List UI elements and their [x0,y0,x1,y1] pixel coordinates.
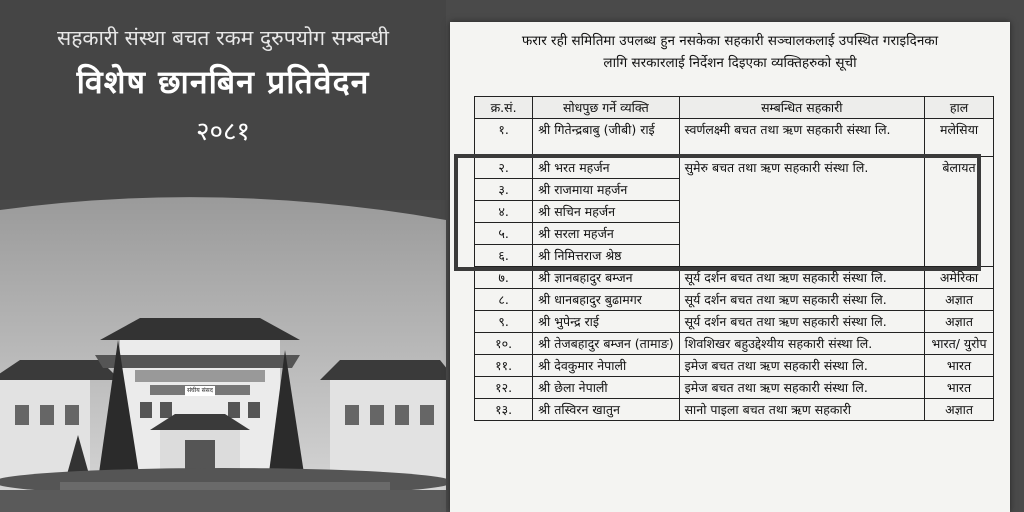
column-header-coop: सम्बन्धित सहकारी [679,97,925,119]
row-sn: १. [475,119,533,157]
row-status: अज्ञात [925,399,994,421]
row-sn: ८. [475,289,533,311]
row-sn: ११. [475,355,533,377]
persons-table [474,96,994,421]
row-person: श्री भुपेन्द्र राई [533,311,679,333]
row-coop: सानो पाइला बचत तथा ऋण सहकारी [679,399,925,421]
row-coop: इमेज बचत तथा ऋण सहकारी संस्था लि. [679,355,925,377]
row-person: श्री तेजबहादुर बम्जन (तामाङ) [533,333,679,355]
table-row [475,267,994,289]
row-person: श्री धानबहादुर बुढामगर [533,289,679,311]
row-person: श्री गितेन्द्रबाबु (जीबी) राई [533,119,679,157]
row-sn: १०. [475,333,533,355]
group-coop: सुमेरु बचत तथा ऋण सहकारी संस्था लि. [679,157,925,267]
row-coop: स्वर्णलक्ष्मी बचत तथा ऋण सहकारी संस्था लि. [679,119,925,157]
column-header-status: हाल [925,97,994,119]
row-status: मलेसिया [925,119,994,157]
row-status: भारत [925,355,994,377]
row-person: श्री निमित्तराज श्रेष्ठ [533,245,679,267]
document-heading [458,30,1002,74]
heading-line-2: लागि सरकारलाई निर्देशन दिइएका व्यक्तिहरुको सूची [603,55,857,71]
group-status: बेलायत [925,157,994,267]
row-status: अमेरिका [925,267,994,289]
row-coop: शिवशिखर बहुउद्देश्यीय सहकारी संस्था लि. [679,333,925,355]
row-coop: सूर्य दर्शन बचत तथा ऋण सहकारी संस्था लि. [679,289,925,311]
row-sn: ४. [475,201,533,223]
row-sn: ७. [475,267,533,289]
row-person: श्री छेला नेपाली [533,377,679,399]
row-person: श्री तस्विरन खातुन [533,399,679,421]
row-sn: ५. [475,223,533,245]
table-row [475,377,994,399]
row-status: अज्ञात [925,289,994,311]
cover-year: २०८१ [195,117,251,147]
table-header-row [475,97,994,119]
table-row [475,157,994,179]
document-page [450,22,1010,512]
parliament-building-image [0,190,446,512]
row-sn: ६. [475,245,533,267]
table-row [475,119,994,157]
cover-title: विशेष छानबिन प्रतिवेदन [76,63,370,101]
column-header-person: सोधपुछ गर्ने व्यक्ति [533,97,679,119]
row-person: श्री भरत महर्जन [533,157,679,179]
table-row [475,399,994,421]
row-person: श्री सरला महर्जन [533,223,679,245]
heading-line-1: फरार रही समितिमा उपलब्ध हुन नसकेका सहकारी सञ्चालकलाई उपस्थित गराइदिनका [521,33,939,49]
table-row [475,355,994,377]
report-cover [0,0,446,512]
row-person: श्री देवकुमार नेपाली [533,355,679,377]
row-person: श्री ज्ञानबहादुर बम्जन [533,267,679,289]
row-person: श्री सचिन महर्जन [533,201,679,223]
row-sn: १२. [475,377,533,399]
table-row [475,289,994,311]
row-coop: इमेज बचत तथा ऋण सहकारी संस्था लि. [679,377,925,399]
table-row [475,333,994,355]
building-sign: संघीय संसद [187,387,213,394]
row-status: भारत/ युरोप [925,333,994,355]
row-sn: ९. [475,311,533,333]
cover-subtitle: सहकारी संस्था बचत रकम दुरुपयोग सम्बन्धी [57,26,389,50]
row-coop: सूर्य दर्शन बचत तथा ऋण सहकारी संस्था लि. [679,267,925,289]
row-status: भारत [925,377,994,399]
row-status: अज्ञात [925,311,994,333]
table-row [475,311,994,333]
column-header-sn: क्र.सं. [475,97,533,119]
row-sn: १३. [475,399,533,421]
row-sn: ३. [475,179,533,201]
row-person: श्री राजमाया महर्जन [533,179,679,201]
row-sn: २. [475,157,533,179]
row-coop: सूर्य दर्शन बचत तथा ऋण सहकारी संस्था लि. [679,311,925,333]
